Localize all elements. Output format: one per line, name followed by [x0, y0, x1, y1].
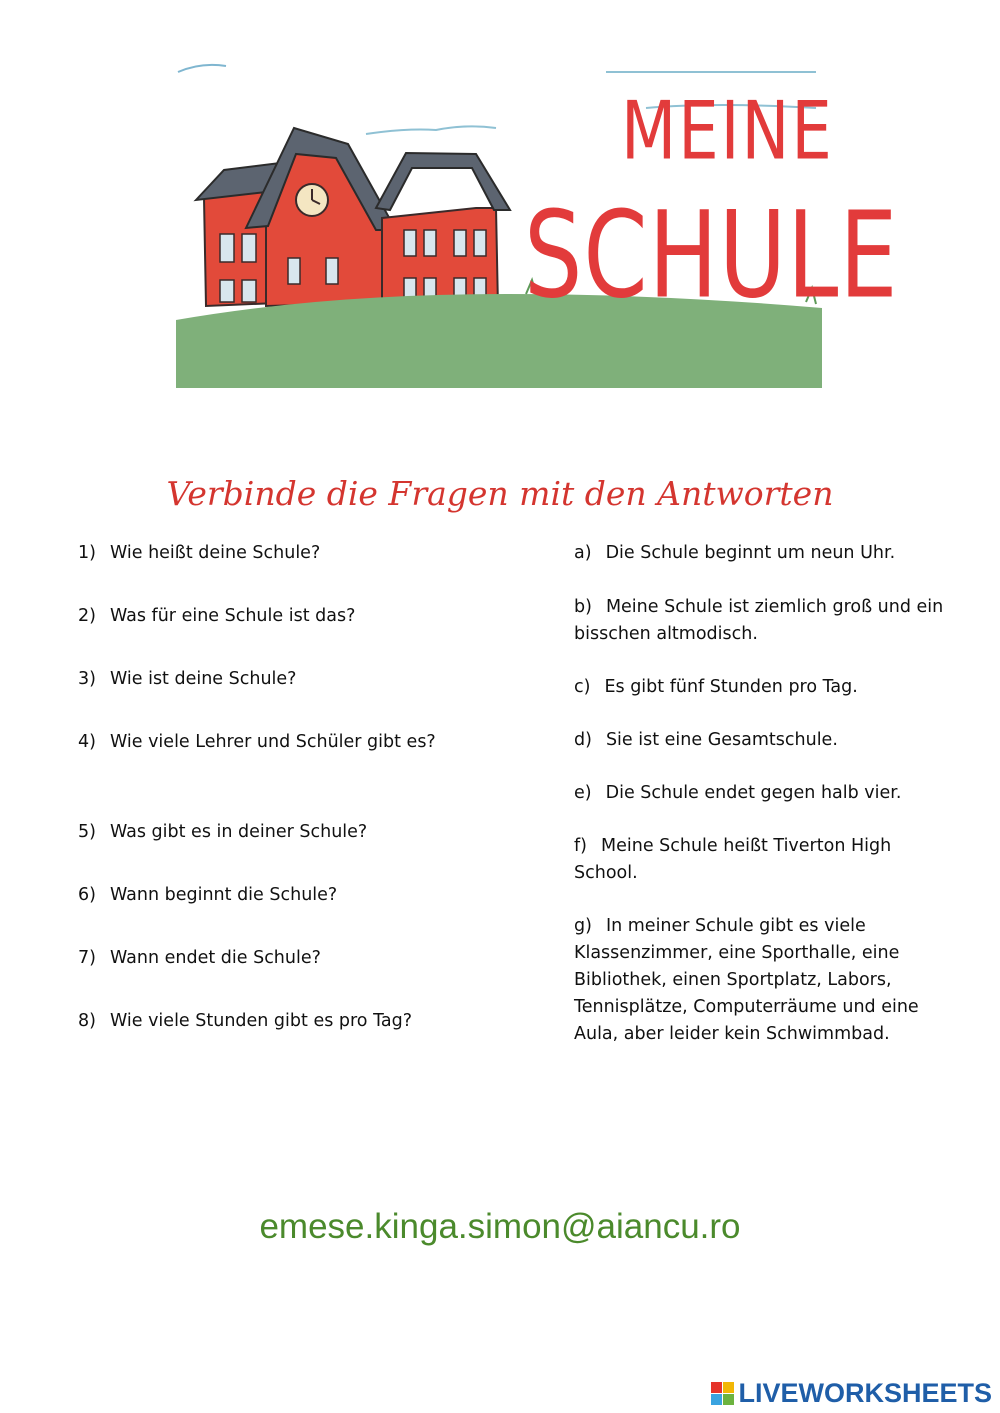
- logo-square-red: [711, 1382, 722, 1393]
- answer-letter: d): [574, 730, 592, 750]
- question-number: 2): [78, 606, 96, 626]
- answer-item: [574, 594, 944, 648]
- answer-item: [574, 833, 944, 887]
- question-item: [78, 819, 458, 846]
- question-text: Was gibt es in deiner Schule?: [109, 822, 368, 842]
- answer-text: Meine Schule ist ziemlich groß und ein bisschen altmodisch.: [574, 597, 944, 644]
- question-number: 8): [78, 1011, 96, 1031]
- author-email: emese.kinga.simon@aiancu.ro: [259, 1207, 741, 1246]
- answer-letter: f): [574, 836, 587, 856]
- instruction-heading: Verbinde die Fragen mit den Antworten: [166, 474, 834, 513]
- logo-square-yellow: [723, 1382, 734, 1393]
- question-number: 1): [78, 543, 96, 563]
- answer-item: [574, 727, 944, 754]
- question-text: Wie viele Stunden gibt es pro Tag?: [109, 1011, 412, 1031]
- question-number: 3): [78, 669, 96, 689]
- answer-letter: c): [574, 677, 591, 697]
- liveworksheets-logo[interactable]: [711, 1378, 992, 1408]
- answer-item: [574, 780, 944, 807]
- answer-item: [574, 540, 944, 567]
- question-text: Was für eine Schule ist das?: [109, 606, 356, 626]
- answer-text: Die Schule beginnt um neun Uhr.: [605, 543, 896, 563]
- answer-text: Die Schule endet gegen halb vier.: [605, 783, 902, 803]
- banner-title-meine: MEINE: [621, 86, 834, 179]
- question-text: Wie ist deine Schule?: [109, 669, 297, 689]
- question-text: Wie heißt deine Schule?: [109, 543, 321, 563]
- answer-letter: a): [574, 543, 592, 563]
- answer-item: [574, 674, 944, 701]
- question-item: [78, 945, 458, 972]
- question-item: [78, 729, 458, 756]
- question-item: [78, 882, 458, 909]
- banner-title-schule: SCHULE: [524, 186, 899, 326]
- question-item: [78, 540, 458, 567]
- logo-square-green: [723, 1394, 734, 1405]
- question-item: [78, 666, 458, 693]
- answer-letter: e): [574, 783, 592, 803]
- answer-item: [574, 913, 944, 1048]
- answer-text: Meine Schule heißt Tiverton High School.: [574, 836, 892, 883]
- answer-text: In meiner Schule gibt es viele Klassenzimmer, eine Sporthalle, eine Bibliothek, einen Sportplatz, Labors, Tennisplätze, Computerräume und eine Aula, aber leider kein Schwimmbad.: [574, 916, 919, 1044]
- answer-text: Es gibt fünf Stunden pro Tag.: [604, 677, 858, 697]
- question-number: 6): [78, 885, 96, 905]
- question-number: 7): [78, 948, 96, 968]
- question-text: Wie viele Lehrer und Schüler gibt es?: [109, 732, 436, 752]
- question-number: 5): [78, 822, 96, 842]
- logo-text: LIVEWORKSHEETS: [738, 1377, 992, 1408]
- answer-letter: b): [574, 597, 592, 617]
- answer-letter: g): [574, 916, 592, 936]
- question-number: 4): [78, 732, 96, 752]
- question-text: Wann endet die Schule?: [109, 948, 321, 968]
- question-text: Wann beginnt die Schule?: [109, 885, 338, 905]
- question-item: [78, 1008, 458, 1035]
- logo-mark-icon: [711, 1382, 734, 1405]
- school-banner: [176, 58, 899, 388]
- answer-text: Sie ist eine Gesamtschule.: [605, 730, 838, 750]
- logo-square-blue: [711, 1394, 722, 1405]
- question-item: [78, 603, 458, 630]
